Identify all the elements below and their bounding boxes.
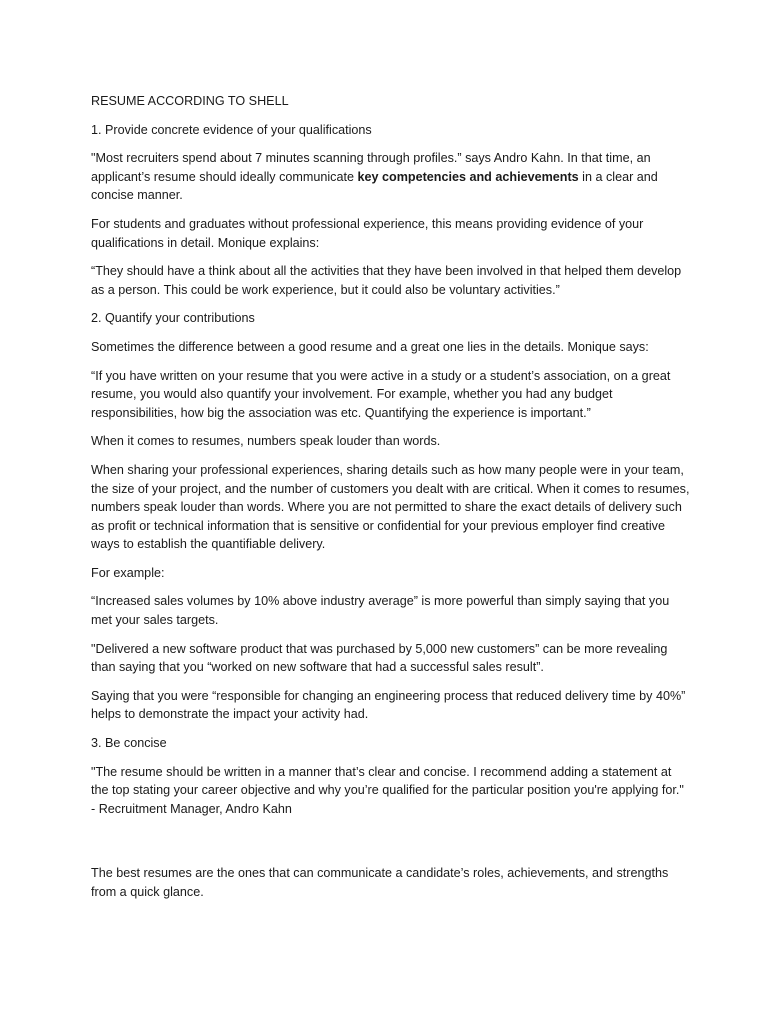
paragraph-professional: When sharing your professional experiences, sharing details such as how many people were in your team, the size of your project, and the number of customers you dealt with are critical. When it comes to resumes, numbers speak louder than words. Where you are not permitted to share the exact details of delivery such as profit or technical information that is sensitive or confidential for your previous employer find creative ways to establish the quantifiable delivery. <box>91 462 690 552</box>
paragraph-best-resumes: The best resumes are the ones that can communicate a candidate’s roles, achievements, and strengths from a quick glance. <box>91 866 669 899</box>
paragraph-text: "Most recruiters spend about 7 minutes scanning through profiles.” says Andro Kahn. In that time, an applicant’s resume should ideally communicate <box>91 151 651 184</box>
paragraph-example-label: For example: <box>91 565 165 580</box>
paragraph-students: For students and graduates without professional experience, this means providing evidence of your qualifications in detail. Monique explains: <box>91 216 644 250</box>
example-software: "Delivered a new software product that was purchased by 5,000 new customers” can be more revealing than saying that you “worked on new software that had a successful sales result”. <box>91 641 668 675</box>
paragraph-recruiters <box>91 149 691 205</box>
paragraph-details: Sometimes the difference between a good resume and a great one lies in the details. Monique says: <box>91 339 649 354</box>
document-page <box>91 92 691 912</box>
paragraph-numbers: When it comes to resumes, numbers speak louder than words. <box>91 434 441 449</box>
document-title: RESUME ACCORDING TO SHELL <box>91 94 289 108</box>
section-heading-1: 1. Provide concrete evidence of your qualifications <box>91 122 372 137</box>
bold-phrase: key competencies and achievements <box>357 169 579 184</box>
example-engineering: Saying that you were “responsible for changing an engineering process that reduced delivery time by 40%” helps to demonstrate the impact your activity had. <box>91 688 686 722</box>
paragraph-text: in a clear and concise manner. <box>91 169 658 203</box>
quote-concise: "The resume should be written in a manner that’s clear and concise. I recommend adding a statement at the top stating your career objective and why you’re qualified for the particular position you're applying for." - Recruitment Manager, Andro Kahn <box>91 764 684 816</box>
quote-quantify: “If you have written on your resume that you were active in a study or a student’s association, on a great resume, you would also quantify your involvement. For example, whether you had any budget responsibilities, how big the association was etc. Quantifying the experience is important.” <box>91 368 671 420</box>
spacer <box>91 828 691 864</box>
example-sales: “Increased sales volumes by 10% above industry average” is more powerful than simply saying that you met your sales targets. <box>91 594 670 628</box>
quote-activities: “They should have a think about all the activities that they have been involved in that helped them develop as a person. This could be work experience, but it could also be voluntary activities.” <box>91 264 682 297</box>
section-heading-3: 3. Be concise <box>91 736 167 751</box>
section-heading-2: 2. Quantify your contributions <box>91 311 255 326</box>
